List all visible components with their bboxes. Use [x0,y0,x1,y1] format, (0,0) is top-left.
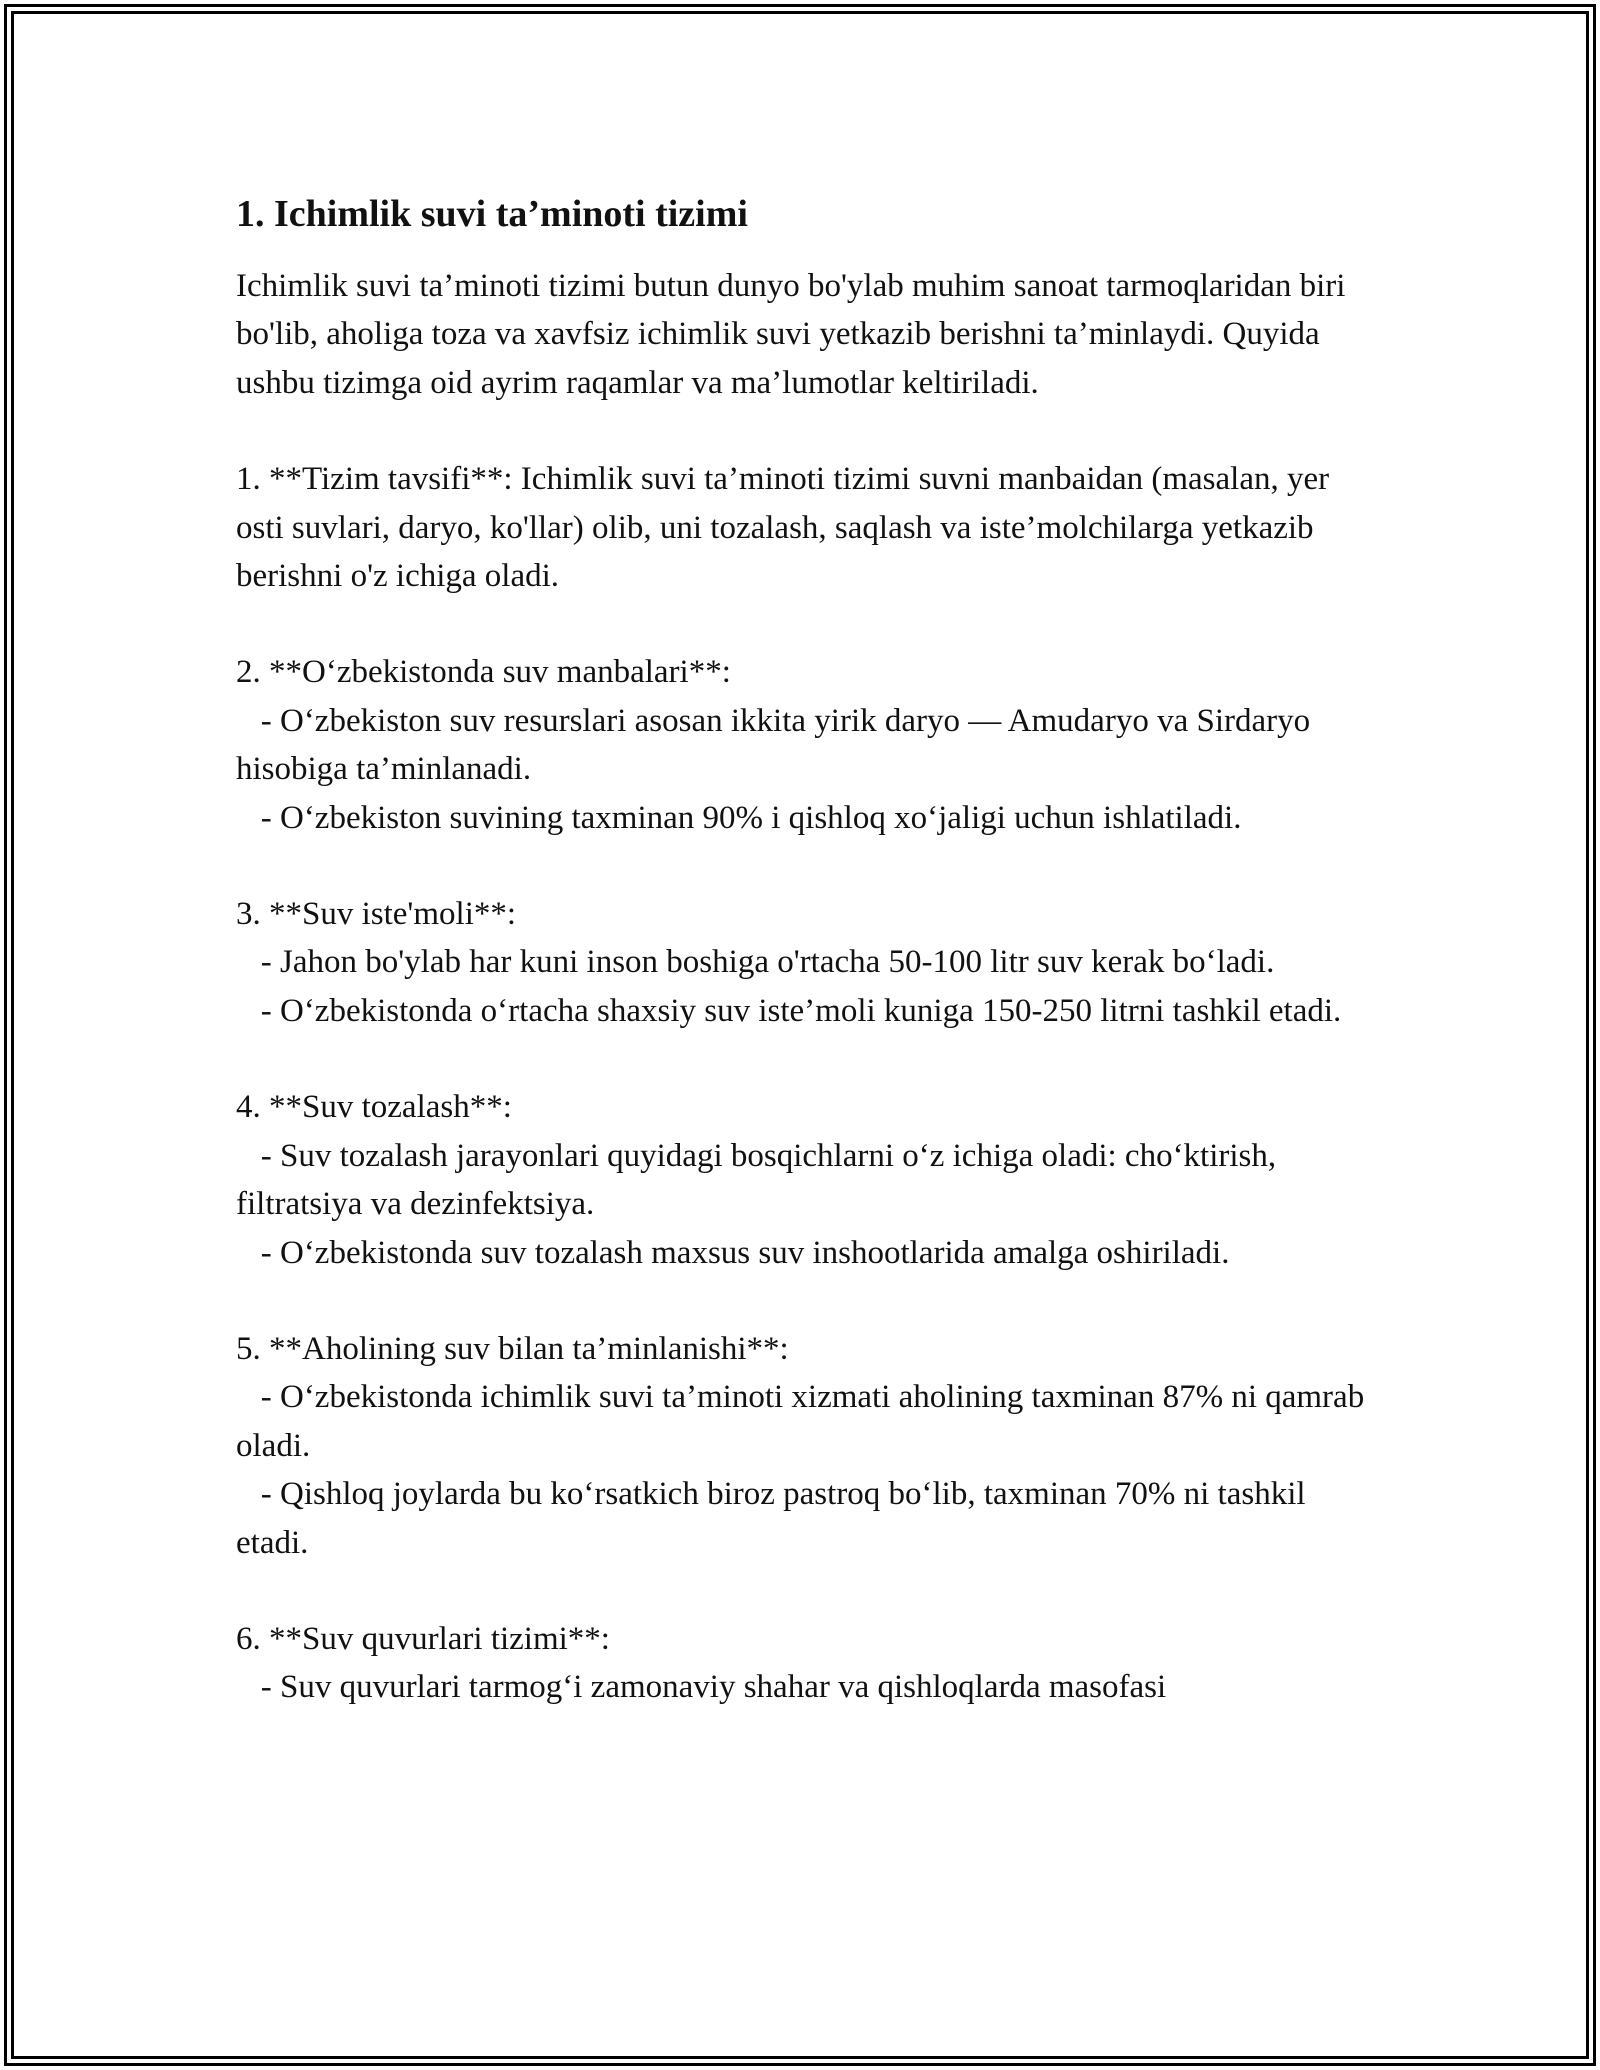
section-title: 1. Ichimlik suvi ta’minoti tizimi [236,193,748,235]
item-suv-istemoli: 3. **Suv iste'moli**: - Jahon bo'ylab har kuni inson boshiga o'rtacha 50-100 litr suv kerak bo‘ladi. - O‘zbekistonda o‘rtacha shaxsiy suv iste’moli kuniga 150-250 litrni tashkil etadi. [236,896,1342,1029]
document-body [236,188,1366,1712]
item-tizim-tavsifi: 1. **Tizim tavsifi**: Ichimlik suvi ta’minoti tizimi suvni manbaidan (masalan, yer osti suvlari, daryo, ko'llar) olib, uni tozalash, saqlash va iste’molchilarga yetkazib berishni o'z ichiga oladi. [236,461,1338,595]
item-suv-manbalari: 2. **O‘zbekistonda suv manbalari**: - O‘zbekiston suv resurslari asosan ikkita yirik daryo — Amudaryo va Sirdaryo hisobiga ta’minlanadi. - O‘zbekiston suvining taxminan 90% i qishloq xo‘jaligi uchun ishlatiladi. [236,654,1311,836]
item-aholining-taminlanishi: 5. **Aholining suv bilan ta’minlanishi**: - O‘zbekistonda ichimlik suvi ta’minoti xizmati aholining taxminan 87% ni qamrab oladi. - Qishloq joylarda bu ko‘rsatkich biroz pastroq bo‘lib, taxminan 70% ni tashkil etadi. [236,1330,1365,1561]
item-suv-quvurlari: 6. **Suv quvurlari tizimi**: - Suv quvurlari tarmog‘i zamonaviy shahar va qishloqlarda masofasi [236,1620,1167,1706]
intro-paragraph: Ichimlik suvi ta’minoti tizimi butun dunyo bo'ylab muhim sanoat tarmoqlaridan biri bo'lib, aholiga toza va xavfsiz ichimlik suvi yetkazib berishni ta’minlaydi. Quyida ushbu tizimga oid ayrim raqamlar va ma’lumotlar keltiriladi. [236,268,1354,401]
item-suv-tozalash: 4. **Suv tozalash**: - Suv tozalash jarayonlari quyidagi bosqichlarni o‘z ichiga oladi: cho‘ktirish, filtratsiya va dezinfektsiya. - O‘zbekistonda suv tozalash maxsus suv inshootlarida amalga oshiriladi. [236,1089,1277,1271]
